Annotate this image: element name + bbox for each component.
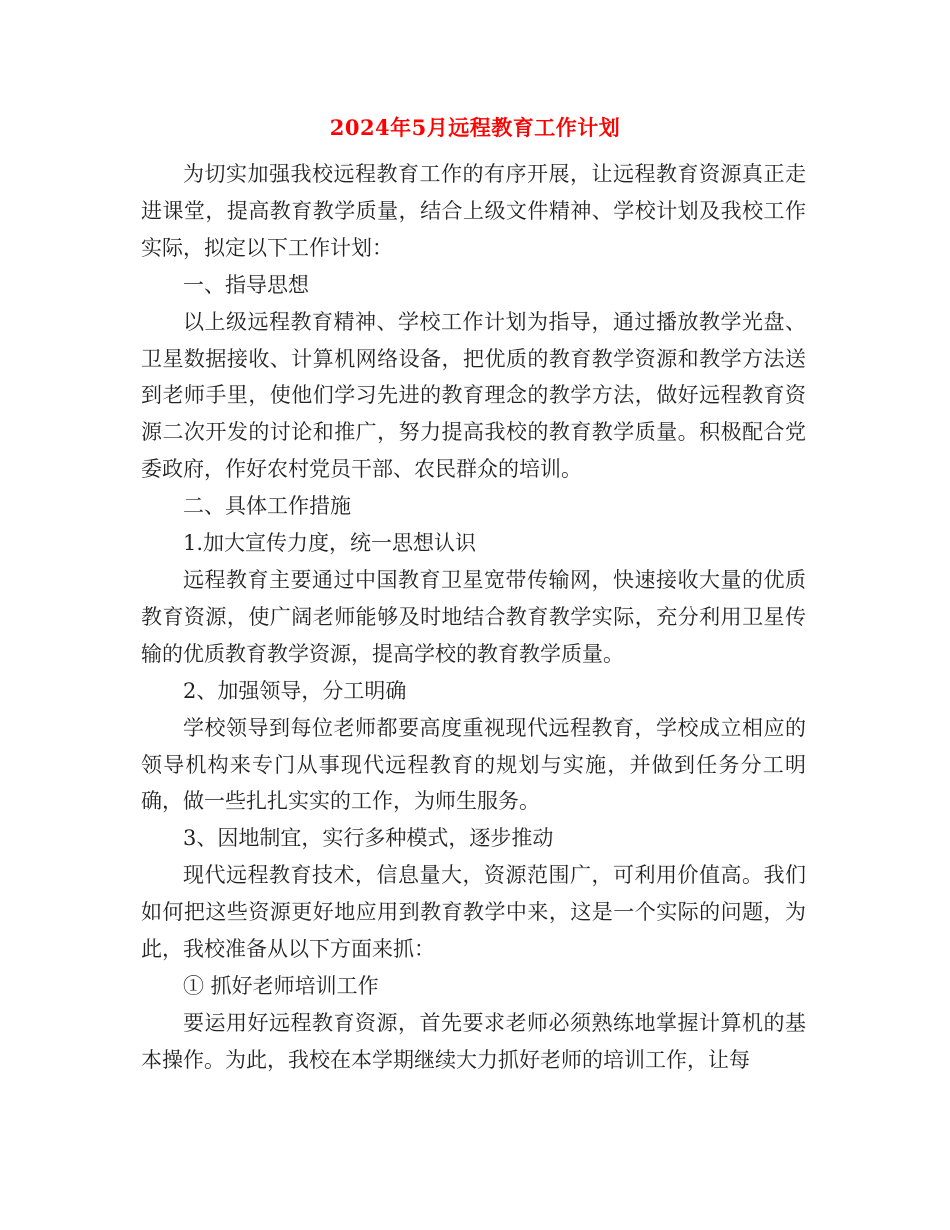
paragraph-publicity: 远程教育主要通过中国教育卫星宽带传输网，快速接收大量的优质教育资源，使广阔老师能够及时地结合教育教学实际，充分利用卫星传输的优质教育教学资源，提高学校的教育教学质量。: [141, 567, 806, 666]
subheading-publicity: 1.加大宣传力度，统一思想认识: [183, 531, 477, 556]
paragraph-local-conditions: 现代远程教育技术，信息量大，资源范围广，可利用价值高。我们如何把这些资源更好地应用到教育教学中来，这是一个实际的问题，为此，我校准备从以下方面来抓：: [141, 863, 806, 962]
subheading-leadership: 2、加强领导，分工明确: [183, 678, 407, 703]
paragraph-leadership: 学校领导到每位老师都要高度重视现代远程教育，学校成立相应的领导机构来专门从事现代远程教育的规划与实施，并做到任务分工明确，做一些扎扎实实的工作，为师生服务。: [141, 715, 806, 814]
document-title: 2024年5月远程教育工作计划: [329, 115, 621, 140]
section-heading-guiding-ideology: 一、指导思想: [183, 272, 309, 297]
paragraph-guiding-ideology: 以上级远程教育精神、学校工作计划为指导，通过播放教学光盘、卫星数据接收、计算机网络设备，把优质的教育教学资源和教学方法送到老师手里，使他们学习先进的教育理念的教学方法，做好远程教育资源二次开发的讨论和推广，努力提高我校的教育教学质量。积极配合党委政府，作好农村党员干部、农民群众的培训。: [141, 309, 806, 482]
paragraph-intro: 为切实加强我校远程教育工作的有序开展，让远程教育资源真正走进课堂，提高教育教学质量，结合上级文件精神、学校计划及我校工作实际，拟定以下工作计划：: [141, 162, 806, 260]
document-body: [141, 156, 806, 1079]
subheading-teacher-training: ① 抓好老师培训工作: [183, 973, 379, 998]
subheading-local-conditions: 3、因地制宜，实行多种模式，逐步推动: [183, 826, 554, 851]
section-heading-measures: 二、具体工作措施: [183, 494, 351, 519]
paragraph-teacher-training: 要运用好远程教育资源，首先要求老师必须熟练地掌握计算机的基本操作。为此，我校在本学期继续大力抓好老师的培训工作，让每: [141, 1010, 806, 1072]
